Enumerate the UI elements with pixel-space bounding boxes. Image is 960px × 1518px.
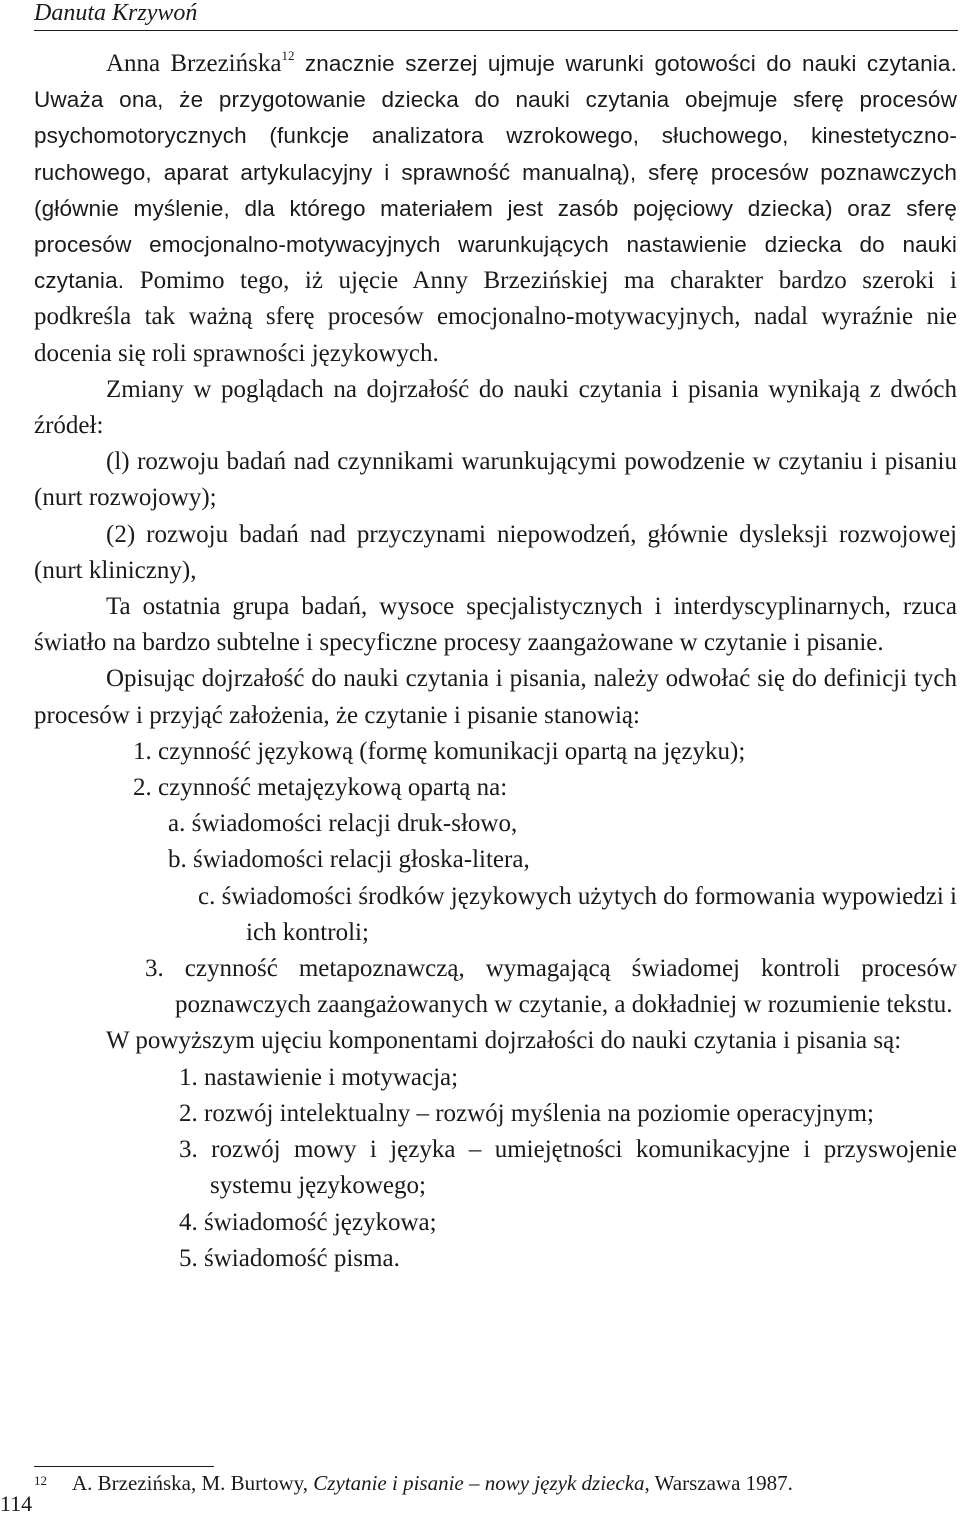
footnote-mark: 12: [34, 1473, 47, 1488]
footnote-text: [72, 1470, 793, 1496]
list-item: 2. rozwój intelektualny – rozwój myślenia na poziomie operacyjnym;: [179, 1099, 874, 1127]
list-item: 1. czynność językową (formę komunikacji opartą na języku);: [133, 737, 746, 765]
paragraph-5: Ta ostatnia grupa badań, wysoce specjalistycznych i interdyscyplinarnych, rzuca światło na bardzo subtelne i specyficzne procesy zaangażowane w czytanie i pisanie.: [34, 593, 957, 657]
list-item: 4. świadomość językowa;: [179, 1208, 437, 1236]
list-subitem: a. świadomości relacji druk-słowo,: [168, 810, 518, 838]
paragraph-1-tail: Pomimo tego, iż ujęcie Anny Brzezińskiej ma charakter bardzo szeroki i podkreśla tak ważną sferę procesów emocjonalno-motywacyjnych, nadal wyraźnie nie docenia się roli sprawności językowych.: [34, 267, 957, 367]
list-item: 1. nastawienie i motywacja;: [179, 1063, 459, 1091]
footnote-rest: , Warszawa 1987.: [644, 1471, 793, 1495]
page-number: 114: [0, 1491, 33, 1516]
list-subitem: b. świadomości relacji głoska-litera,: [168, 846, 530, 874]
footnote-authors: A. Brzezińska, M. Burtowy,: [72, 1471, 314, 1495]
paragraph-6: Opisując dojrzałość do nauki czytania i pisania, należy odwołać się do definicji tych procesów i przyjąć założenia, że czytanie i pisanie stanowią:: [34, 665, 957, 729]
list-processes: [34, 734, 957, 1024]
footnote-rule: [34, 1466, 214, 1467]
main-text: [34, 46, 957, 1277]
list-item: 3. rozwój mowy i języka – umiejętności komunikacyjne i przyswojenie systemu językowego;: [179, 1136, 957, 1200]
paragraph-1-sans: znacznie szerzej ujmuje warunki gotowości do nauki czytania. Uważa ona, że przygotowanie dziecka do nauki czytania obejmuje sferę procesów psychomotorycznych (funkcje analizatora wzrokowego, słuchowego, kinestetyczno-ruchowego, aparat artykulacyjny i sprawność manualną), sferę procesów poznawczych (głównie myślenie, dla którego materiałem jest zasób pojęciowy dziecka) oraz sferę procesów emocjonalno-motywacyjnych warunkujących nastawienie dziecka do nauki czytania.: [34, 51, 958, 294]
paragraph-4: (2) rozwoju badań nad przyczynami niepowodzeń, głównie dysleksji rozwojowej (nurt kliniczny),: [34, 520, 957, 584]
paragraph-1: [34, 46, 957, 372]
list-item: 2. czynność metajęzykową opartą na:: [133, 774, 508, 802]
list-item: 3. czynność metapoznawczą, wymagającą świadomej kontroli procesów poznawczych zaangażowanych w czytanie, a dokładniej w rozumienie tekstu.: [145, 955, 957, 1019]
list-item: 5. świadomość pisma.: [179, 1244, 400, 1272]
running-head: Danuta Krzywoń: [34, 0, 198, 26]
header-rule: [34, 30, 958, 31]
paragraph-7: W powyższym ujęciu komponentami dojrzałości do nauki czytania i pisania są:: [106, 1027, 902, 1055]
footnote-title: Czytanie i pisanie – nowy język dziecka: [313, 1471, 645, 1495]
paragraph-3: (l) rozwoju badań nad czynnikami warunkującymi powodzenie w czytaniu i pisaniu (nurt rozwojowy);: [34, 448, 957, 512]
list-components: [34, 1060, 957, 1277]
paragraph-2: Zmiany w poglądach na dojrzałość do nauki czytania i pisania wynikają z dwóch źródeł:: [34, 375, 957, 440]
list-subitem: c. świadomości środków językowych użytych do formowania wypowiedzi i ich kontroli;: [198, 882, 957, 946]
paragraph-1-lead: Anna Brzezińska: [106, 50, 282, 77]
footnote-ref[interactable]: 12: [281, 48, 295, 63]
